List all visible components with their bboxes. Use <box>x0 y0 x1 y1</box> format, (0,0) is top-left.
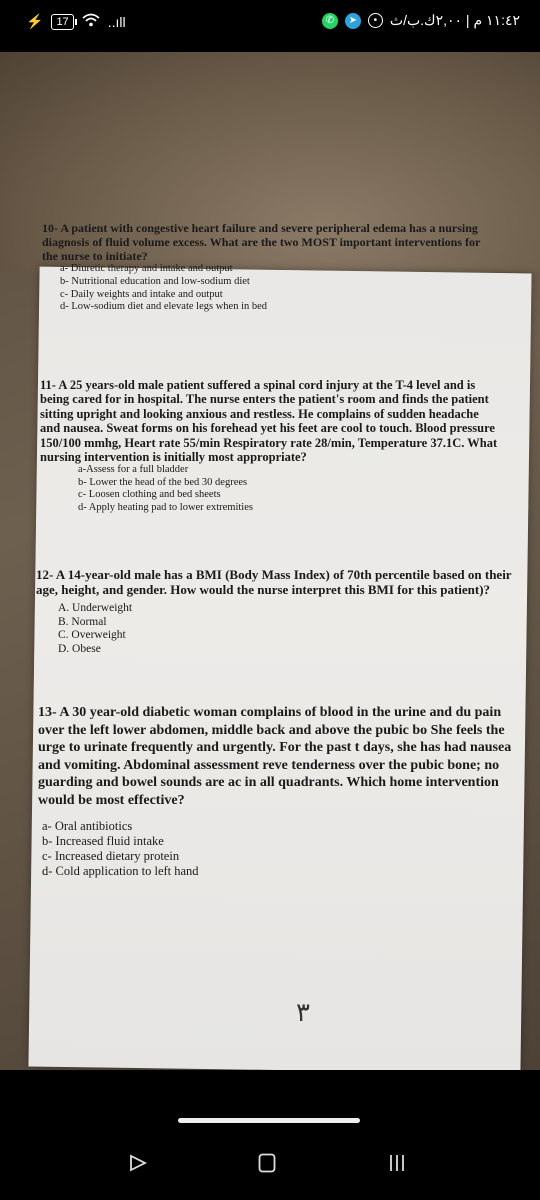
option: c- Increased dietary protein <box>42 849 180 863</box>
back-button[interactable] <box>128 1153 148 1178</box>
home-button[interactable] <box>258 1153 276 1178</box>
question-stem: 11- A 25 years-old male patient suffered a spinal cord injury at the T-4 level and is being cared for in hospital. The nurse enters the patient's room and finds the patient sitting upright and looking anxious and restless. He complains of sudden headache and nausea. Sweat forms on his forehead yet his feet are cool to touch. Blood pressure 150/100 mmhg, Heart rate 55/min Respiratory rate 28/min, Temperature 37.1C. What nursing intervention is initially most appropriate? <box>40 378 498 464</box>
signal-icon: ..ıll <box>107 13 126 30</box>
option: b- Nutritional education and low-sodium diet <box>60 275 250 287</box>
recents-button[interactable] <box>388 1153 406 1178</box>
question-stem: 10- A patient with congestive heart failure and severe peripheral edema has a nursing diagnosis of fluid volume excess. What are the two MOST important interventions for the nurse to initiate? <box>42 221 481 263</box>
question-11 <box>40 378 498 515</box>
status-left <box>26 13 126 30</box>
home-indicator[interactable] <box>178 1118 360 1123</box>
option: C. Overweight <box>58 629 126 642</box>
question-stem: 13- A 30 year-old diabetic woman complains of blood in the urine and du pain over the left lower abdomen, middle back and above the pubic bo She feels the urge to urinate frequently and urgently. For the past t days, she has had nausea and vomiting. Abdominal assessment reve tenderness over the pubic bone; no guarding and bowel sounds are ac in all quadrants. Which home intervention would be most effective? <box>38 705 512 808</box>
question-12 <box>36 568 520 657</box>
telegram-icon: ➤ <box>345 13 361 29</box>
option: a- Oral antibiotics <box>42 819 133 833</box>
alarm-icon: • <box>368 13 383 28</box>
question-stem: 12- A 14-year-old male has a BMI (Body Mass Index) of 70th percentile based on their age, height, and gender. How would the nurse interpret this BMI for this patient)? <box>36 567 512 597</box>
option: b- Increased fluid intake <box>42 834 164 848</box>
page-number: ٣ <box>296 998 310 1028</box>
charging-icon: ⚡ <box>26 13 44 29</box>
status-time: ١١:٤٢ م | ٢,٠٠ك.ب/ث <box>389 12 520 28</box>
status-right <box>322 12 520 29</box>
option: A. Underweight <box>58 601 133 614</box>
option: c- Loosen clothing and bed sheets <box>78 489 221 501</box>
exam-photo <box>0 52 540 1070</box>
option: D. Obese <box>58 643 101 656</box>
question-13 <box>38 704 522 879</box>
wifi-icon <box>82 13 100 30</box>
question-10 <box>42 222 482 314</box>
option: B. Normal <box>58 615 107 628</box>
option: d- Low-sodium diet and elevate legs when in bed <box>60 301 268 313</box>
option: d- Cold application to left hand <box>42 864 199 878</box>
navigation-bar <box>0 1135 540 1200</box>
option: a- Diuretic therapy and intake and output <box>60 263 233 275</box>
option: b- Lower the head of the bed 30 degrees <box>78 476 248 488</box>
option: d- Apply heating pad to lower extremities <box>78 502 253 514</box>
status-bar <box>0 0 540 44</box>
option: c- Daily weights and intake and output <box>60 288 223 300</box>
whatsapp-icon: ✆ <box>322 13 338 29</box>
option: a-Assess for a full bladder <box>78 464 189 476</box>
battery-indicator: 17 <box>51 14 73 30</box>
